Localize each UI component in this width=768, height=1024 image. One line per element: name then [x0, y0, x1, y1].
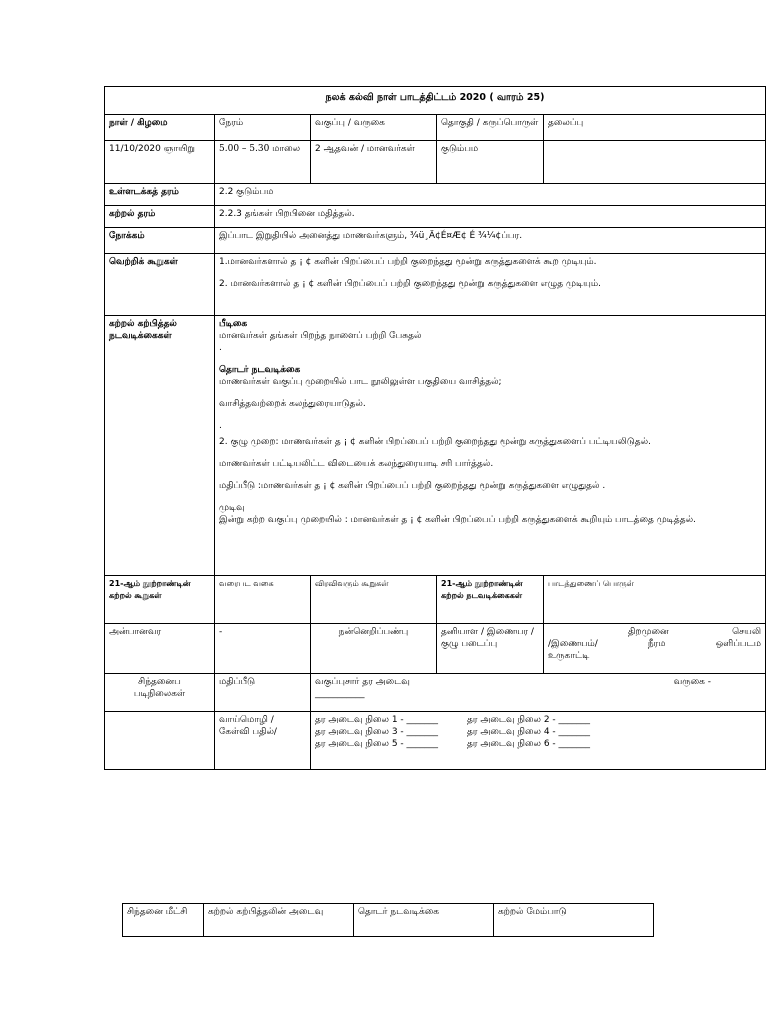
info-date: 11/10/2020 ஞாயிறு	[105, 141, 215, 183]
intro-heading: பீடிகை	[219, 319, 248, 329]
header-date: நாள் / கிழமை	[105, 115, 215, 141]
info-class: 2 ஆதவன் / மானவர்கள்	[311, 141, 437, 184]
content-standard-row	[105, 184, 766, 206]
attendance-label: வருகை -	[673, 677, 712, 687]
success-criterion-2: 2. மானவர்களால் த ¡ ¢ களின் பிறப்பைப் பற்றி குறைந்தது மூன்று கருத்துகளை எழுத முடியும்.	[219, 279, 601, 289]
level-4: தர அடைவு நிலை 4 - _______	[467, 727, 591, 737]
21c-teaching-aids: பாடத்துணைப் பொருள்	[544, 576, 766, 624]
success-criteria-row	[105, 254, 766, 316]
learning-standard-row	[105, 206, 766, 228]
value-kindness: அன்பானவர	[105, 624, 215, 674]
thinking-label-1: சிந்தனைப	[138, 677, 181, 687]
thinking-label-2: படிநிலைகள்	[133, 689, 186, 699]
aid-item-2: செயலி	[732, 627, 762, 637]
reflection-table	[122, 903, 654, 937]
levels-row	[105, 712, 766, 770]
header-topic: தலைப்பு	[544, 115, 766, 141]
row-21st-century	[105, 576, 766, 624]
success-criteria-label: வெற்றிக் கூறுகள்	[105, 254, 215, 316]
21c-cross-elements: விரவிவரும் கூறுகள்	[311, 576, 437, 624]
continuation-step-2: வாசித்தவற்றைக் கலந்துரையாடுதல்.	[219, 399, 366, 409]
closing-text: இன்று கற்ற வகுப்பு முறையில் : மானவர்கள் த ¡ ¢ களின் பிறப்பைப் பற்றி கருத்துகளைக் கூறியும் பாடத்தை முடித்தல்.	[219, 515, 696, 525]
21c-map-type: வரைபட வகை	[215, 576, 311, 624]
attendance-blank: ___________	[315, 689, 365, 699]
dot-2: .	[219, 421, 222, 431]
thinking-row	[105, 674, 766, 712]
page-title: நலக் கல்வி நாள் பாடத்திட்டம் 2020 ( வாரம் 25)	[105, 87, 766, 115]
learning-standard-value: 2.2.3 தங்கள் பிறபினை மதித்தல்.	[215, 206, 766, 228]
value-moral: நன்னெறிப்பண்பு	[311, 624, 437, 674]
reflection-label: சிந்தனை மீட்சி	[123, 904, 204, 937]
activities-row	[105, 316, 766, 576]
info-theme: குடும்பம	[437, 141, 544, 184]
activities-label-1: கற்றல் கற்பித்தல்	[109, 319, 177, 329]
intro-text: மானவர்கள் தங்கள் பிறந்த நாளைப் பற்றி பேசுதல்	[219, 331, 422, 341]
discussion-activity: மாணவர்கள் பட்டியலிட்ட விடையைக் கலந்துரையாடி சரி பார்த்தல்.	[219, 459, 494, 469]
21c-activities: 21-ஆம் நூற்றாண்டின் கற்றல் நடவடிக்கைகள்	[437, 576, 544, 624]
continuation-heading: தொடர் நடவடிக்கை	[219, 365, 301, 375]
value-map-type: -	[215, 624, 311, 674]
learning-standard-label: கற்றல் தரம்	[105, 206, 215, 228]
header-class: வகுப்பு / வருகை	[311, 115, 437, 141]
oral-qa-label: வாய்மொழி / கேள்வி பதில்/	[215, 712, 311, 770]
classroom-achievement: வகுப்புசார் தர அடைவு	[315, 677, 410, 687]
aid-item-3: /இணையம்/	[548, 639, 598, 649]
header-theme: தொகுதி / கருப்பொருள்	[437, 115, 544, 141]
header-row	[105, 115, 766, 141]
dot-1: .	[219, 343, 222, 353]
learning-improvement: கற்றல் மேம்பாடு	[494, 904, 654, 937]
content-standard-label: உள்ளடக்கத் தரம்	[105, 184, 215, 206]
objective-value: இப்பாட இறுதியில் அனைத்து மாணவர்களும், ¾ü¸Ä¢É¤Æ¢ É ¾¼¢ப்பர.	[215, 228, 766, 254]
21c-learning-elements: 21-ஆம் நூற்றாண்டின் கற்றல் கூறுகள்	[105, 576, 215, 624]
value-grouping: தனியாள / இணையர /குழு படைப்பு	[437, 624, 544, 674]
level-3: தர அடைவு நிலை 3 - _______	[315, 727, 439, 737]
objective-label: நோக்கம்	[105, 228, 215, 254]
lesson-plan-table	[104, 86, 766, 770]
info-topic	[544, 141, 766, 184]
info-time: 5.00 – 5.30 மாலை	[219, 144, 301, 154]
aid-item-5: ஒளிப்படம	[715, 639, 761, 649]
content-standard-value: 2.2 குடும்பம	[215, 184, 766, 206]
activities-label-2: நடவடிக்கைகள்	[109, 331, 172, 341]
assessment-activity: மதிப்பீடு :மாணவர்கள் த ¡ ¢ களின் பிறப்பைப் பற்றி குறைந்தது மூன்று கருத்துகளை எழுதுதல் .	[219, 481, 606, 491]
aid-item-1: திறமுனை	[628, 627, 669, 637]
header-time: நேரம்	[215, 115, 311, 141]
closing-heading: முடிவு	[219, 503, 245, 513]
assessment-label: மதிப்பீடு	[215, 674, 311, 712]
aid-item-6: உருகாட்டி	[548, 651, 590, 661]
level-2: தர அடைவு நிலை 2 - _______	[467, 715, 591, 725]
values-row	[105, 624, 766, 674]
learning-achievement: கற்றல் கற்பித்தலின் அடைவு	[204, 904, 354, 937]
follow-up-activity: தொடர் நடவடிக்கை	[354, 904, 494, 937]
aid-item-4: நீரம	[647, 639, 666, 649]
level-6: தர அடைவு நிலை 6 - _______	[467, 739, 591, 749]
success-criterion-1: 1.மானவர்களால் த ¡ ¢ களின் பிறப்பைப் பற்றி குறைந்தது மூன்று கருத்துகளைக் கூற முடியும்.	[219, 257, 597, 267]
group-activity: 2. குழு முறை: மாணவர்கள் த ¡ ¢ களின் பிறப்பைப் பற்றி குறைந்தது மூன்று கருத்துகளைப் பட்டியலிடுதல்.	[219, 437, 651, 447]
info-row	[105, 141, 766, 184]
level-1: தர அடைவு நிலை 1 - _______	[315, 715, 439, 725]
continuation-step-1: மாணவர்கள் வகுப்பு முறையில் பாட நூலிலுள்ள பகுதியை வாசித்தல்;	[219, 377, 502, 387]
level-5: தர அடைவு நிலை 5 - _______	[315, 739, 439, 749]
objective-row	[105, 228, 766, 254]
